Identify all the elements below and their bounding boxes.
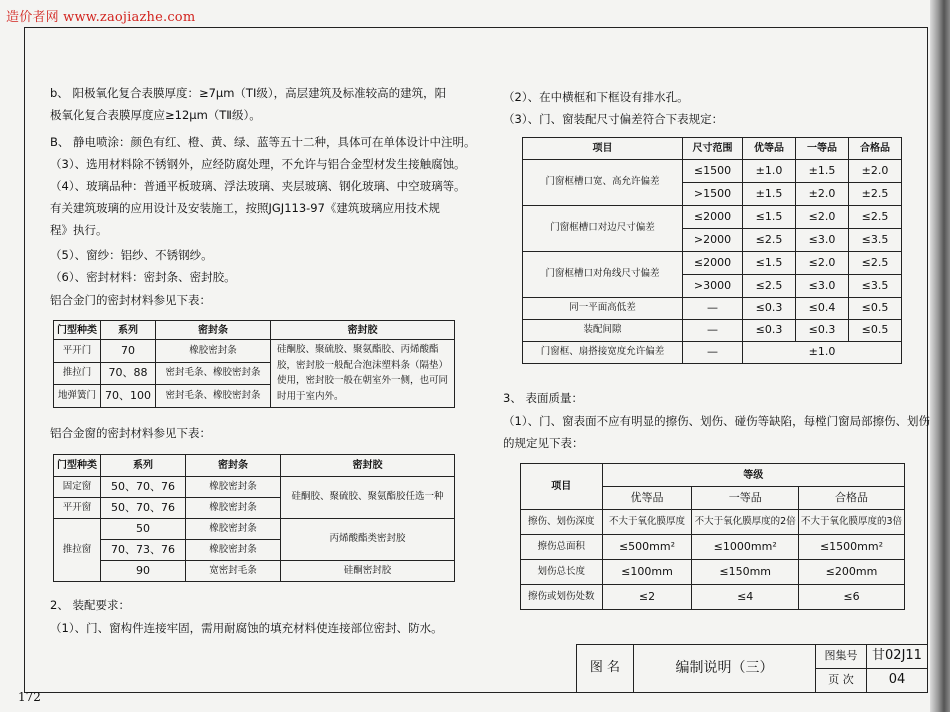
table-cell: 地弹簧门 [54, 385, 101, 408]
text-line: （1）、门、窗构件连接牢固，需用耐腐蚀的填充材料使连接部位密封、防水。 [50, 621, 443, 635]
header-cell: 合格品 [798, 487, 904, 510]
atlas-number: 甘02J11 [867, 645, 928, 669]
table-cell: ≤2000 [683, 206, 743, 229]
table-cell: 50 [101, 519, 186, 540]
table-cell: ≤150mm [692, 560, 799, 585]
table-cell: 宽密封毛条 [186, 561, 281, 582]
table-cell: ≤2.5 [743, 229, 796, 252]
window-seal-table [53, 454, 455, 582]
text-line: B、 静电喷涂：颜色有红、橙、黄、绿、蓝等五十二种，具体可在单体设计中注明。 [50, 135, 476, 149]
section-title: 2、 装配要求： [50, 598, 130, 612]
table-cell: — [683, 342, 743, 364]
table-cell: >3000 [683, 275, 743, 298]
table-cell: 不大于氧化膜厚度的3倍 [798, 510, 904, 535]
text-line: （4）、玻璃品种：普通平板玻璃、浮法玻璃、夹层玻璃、钢化玻璃、中空玻璃等。 [50, 179, 466, 193]
table-cell: >1500 [683, 183, 743, 206]
table-cell: ≤2 [602, 585, 692, 610]
table-cell: 固定窗 [54, 477, 101, 498]
table-cell: 橡胶密封条 [186, 540, 281, 561]
text-line: 的规定见下表： [503, 436, 584, 450]
table-cell: 同一平面高低差 [523, 298, 683, 320]
title-block-table [576, 644, 928, 693]
table-cell: ≤2.5 [849, 206, 902, 229]
table-cell: 70 [101, 340, 156, 363]
table-cell: 70、100 [101, 385, 156, 408]
surface-quality-table [520, 463, 905, 610]
table-cell: 门窗框槽口对角线尺寸偏差 [523, 252, 683, 298]
table-cell: — [683, 320, 743, 342]
text-line: （3）、门、窗装配尺寸偏差符合下表规定： [503, 112, 724, 126]
header-cell: 项目 [523, 138, 683, 160]
tolerance-table [522, 137, 902, 364]
header-cell: 密封条 [156, 321, 271, 340]
table-cell: ≤3.0 [796, 275, 849, 298]
table-cell: >2000 [683, 229, 743, 252]
header-cell: 密封胶 [271, 321, 455, 340]
table-cell: 擦伤或划伤处数 [521, 585, 603, 610]
table-cell: ≤4 [692, 585, 799, 610]
book-binding-edge [930, 0, 950, 712]
table-cell: 擦伤、划伤深度 [521, 510, 603, 535]
table-cell: 70、73、76 [101, 540, 186, 561]
table-cell: ±2.0 [796, 183, 849, 206]
page-number: 172 [18, 690, 41, 704]
header-cell: 一等品 [796, 138, 849, 160]
table-cell: 橡胶密封条 [156, 340, 271, 363]
table-cell: ≤1000mm² [692, 535, 799, 560]
table-cell: ≤6 [798, 585, 904, 610]
section-title: 3、 表面质量： [503, 391, 583, 405]
text-line: （5）、窗纱：铝纱、不锈钢纱。 [50, 248, 213, 262]
text-line: （3）、选用材料除不锈钢外，应经防腐处理，不允许与铝合金型材发生接触腐蚀。 [50, 157, 466, 171]
table-cell: ≤2.0 [796, 252, 849, 275]
table-cell: 90 [101, 561, 186, 582]
atlas-label: 图集号 [816, 645, 867, 669]
table-cell: ≤0.3 [796, 320, 849, 342]
table-cell: ±1.0 [743, 160, 796, 183]
title-label: 图 名 [577, 645, 634, 693]
header-cell: 系列 [101, 321, 156, 340]
table-cell: ≤1500mm² [798, 535, 904, 560]
table-cell: 硅酮胶、聚硫胶、聚氨酯胶、丙烯酸酯胶，密封胶一般配合泡沫塑料条（隔垫）使用，密封胶一般在朝室外一侧，也可同时用于室内外。 [271, 340, 455, 408]
table-cell: ≤3.5 [849, 229, 902, 252]
table-cell: ≤0.3 [743, 320, 796, 342]
table-cell: ≤2.5 [743, 275, 796, 298]
table-cell: ≤3.5 [849, 275, 902, 298]
table-cell: ±1.5 [796, 160, 849, 183]
table-cell: ≤0.3 [743, 298, 796, 320]
door-seal-table [53, 320, 455, 408]
title-block [576, 644, 928, 693]
watermark-text: 造价者网 www.zaojiazhe.com [6, 10, 196, 25]
table-cell: ±2.5 [849, 183, 902, 206]
header-cell: 尺寸范围 [683, 138, 743, 160]
table-cell: 门窗框槽口宽、高允许偏差 [523, 160, 683, 206]
table-cell: ≤1.5 [743, 206, 796, 229]
table-cell: 门窗框槽口对边尺寸偏差 [523, 206, 683, 252]
table-cell: — [683, 298, 743, 320]
table-cell: ≤200mm [798, 560, 904, 585]
table-cell: 50、70、76 [101, 498, 186, 519]
page-label: 页 次 [816, 669, 867, 693]
table-cell: ≤3.0 [796, 229, 849, 252]
table-cell: 平开窗 [54, 498, 101, 519]
table-cell: 丙烯酸酯类密封胶 [281, 519, 455, 561]
table-cell: 橡胶密封条 [186, 519, 281, 540]
table-cell: 密封毛条、橡胶密封条 [156, 362, 271, 385]
table-cell: 橡胶密封条 [186, 477, 281, 498]
header-cell: 等级 [602, 464, 904, 487]
table-cell: 不大于氧化膜厚度 [602, 510, 692, 535]
header-cell: 优等品 [602, 487, 692, 510]
text-line: b、 阳极氧化复合表膜厚度：≥7μm（TⅠ级），高层建筑及标准较高的建筑，阳 [50, 86, 447, 100]
text-line: （6）、密封材料：密封条、密封胶。 [50, 270, 236, 284]
table-cell: ±1.5 [743, 183, 796, 206]
table-cell: 划伤总长度 [521, 560, 603, 585]
header-cell: 密封条 [186, 455, 281, 477]
drawing-title: 编制说明（三） [634, 645, 816, 693]
table-cell: 平开门 [54, 340, 101, 363]
table-cell: ≤1.5 [743, 252, 796, 275]
table-cell: 推拉门 [54, 362, 101, 385]
header-cell: 一等品 [692, 487, 799, 510]
table-cell: 装配间隙 [523, 320, 683, 342]
header-cell: 门型种类 [54, 455, 101, 477]
table-cell: 橡胶密封条 [186, 498, 281, 519]
table-cell: ≤0.4 [796, 298, 849, 320]
header-cell: 系列 [101, 455, 186, 477]
table-cell: ≤0.5 [849, 320, 902, 342]
table-cell: 硅酮胶、聚硫胶、聚氨酯胶任选一种 [281, 477, 455, 519]
header-cell: 合格品 [849, 138, 902, 160]
text-line: 极氧化复合表膜厚度应≥12μm（TⅡ级）。 [50, 108, 261, 122]
table-cell: ≤2.5 [849, 252, 902, 275]
table-cell: ≤1500 [683, 160, 743, 183]
table-cell: ≤0.5 [849, 298, 902, 320]
table-cell: ≤500mm² [602, 535, 692, 560]
table-cell: 硅酮密封胶 [281, 561, 455, 582]
table-cell: ±2.0 [849, 160, 902, 183]
text-line: 有关建筑玻璃的应用设计及安装施工，按照JGJ113-97《建筑玻璃应用技术规 [50, 201, 440, 215]
header-cell: 项目 [521, 464, 603, 510]
table-cell: 擦伤总面积 [521, 535, 603, 560]
table-cell: 不大于氧化膜厚度的2倍 [692, 510, 799, 535]
table-cell: ±1.0 [743, 342, 902, 364]
text-line: （1）、门、窗表面不应有明显的擦伤、划伤、碰伤等缺陷，每樘门窗局部擦伤、划伤 [503, 414, 931, 428]
header-cell: 优等品 [743, 138, 796, 160]
table-cell: 50、70、76 [101, 477, 186, 498]
header-cell: 门型种类 [54, 321, 101, 340]
table-cell: 门窗框、扇搭接宽度允许偏差 [523, 342, 683, 364]
sheet-number: 04 [867, 669, 928, 693]
window-table-intro: 铝合金窗的密封材料参见下表： [50, 426, 211, 440]
table-cell: 密封毛条、橡胶密封条 [156, 385, 271, 408]
door-table-intro: 铝合金门的密封材料参见下表： [50, 293, 211, 307]
header-cell: 密封胶 [281, 455, 455, 477]
table-cell: 推拉窗 [54, 519, 101, 582]
table-cell: ≤100mm [602, 560, 692, 585]
table-cell: ≤2.0 [796, 206, 849, 229]
table-cell: ≤2000 [683, 252, 743, 275]
table-cell: 70、88 [101, 362, 156, 385]
text-line: （2）、在中横框和下框设有排水孔。 [503, 90, 689, 104]
text-line: 程》执行。 [50, 223, 108, 237]
